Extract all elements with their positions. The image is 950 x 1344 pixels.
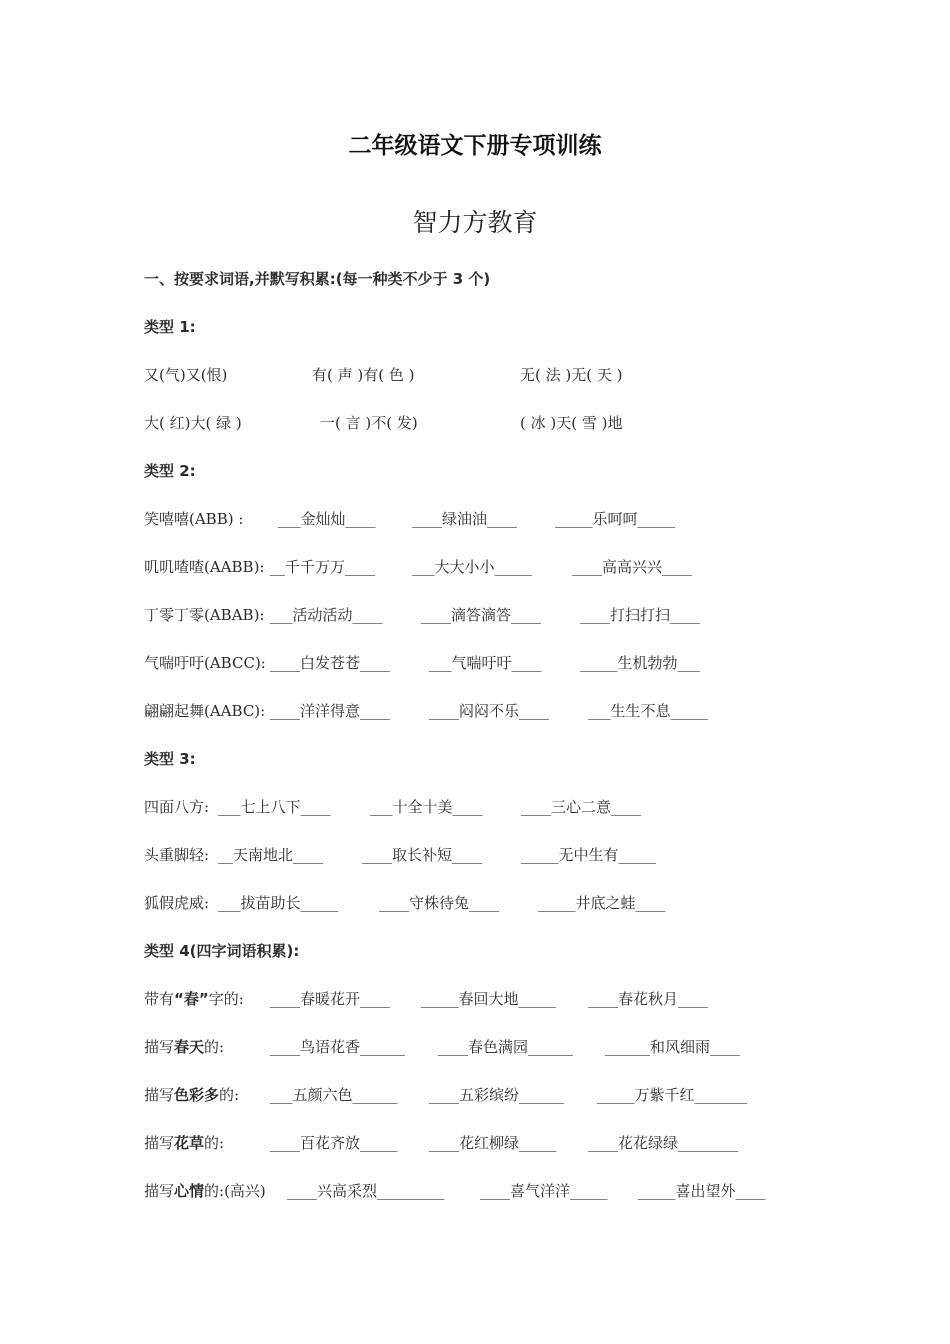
type3-row1-label: 四面八方: bbox=[144, 798, 210, 816]
type2-row3-answer-b: ____滴答滴答____ bbox=[421, 606, 542, 624]
type3-row3-label: 狐假虎威: bbox=[144, 894, 210, 912]
type1-row2-item1: 大( 红)大( 绿 ) bbox=[144, 414, 242, 432]
type2-row2-label: 叽叽喳喳(AABB): bbox=[144, 558, 265, 576]
type3-row2-answer-c: _____无中生有_____ bbox=[521, 846, 657, 864]
type4-row1-answer-a: ____春暖花开____ bbox=[270, 990, 391, 1008]
type4-row1-answer-b: _____春回大地_____ bbox=[421, 990, 557, 1008]
type1-row1-item3: 无( 法 )无( 天 ) bbox=[520, 366, 623, 384]
type2-row4-answer-a: ____白发苍苍____ bbox=[270, 654, 391, 672]
type3-row3-answer-b: ____守株待兔____ bbox=[379, 894, 500, 912]
type2-row1-answer-b: ____绿油油____ bbox=[412, 510, 518, 528]
type3-row3-answer-c: _____井底之蛙____ bbox=[538, 894, 666, 912]
type4-row3-answer-a: ___五颜六色______ bbox=[270, 1086, 398, 1104]
section-instruction: 一、按要求词语,并默写积累:(每一种类不少于 3 个) bbox=[144, 270, 491, 288]
type3-row1-answer-b: ___十全十美____ bbox=[370, 798, 483, 816]
type4-row2-answer-c: ______和风细雨____ bbox=[605, 1038, 741, 1056]
type2-row5-answer-a: ____洋洋得意____ bbox=[270, 702, 391, 720]
type1-row2-item2: 一( 言 )不( 发) bbox=[320, 414, 418, 432]
type2-row2-answer-a: __千千万万____ bbox=[270, 558, 376, 576]
type4-row4-answer-a: ____百花齐放_____ bbox=[270, 1134, 398, 1152]
type1-row1-item1: 又(气)又(恨) bbox=[144, 366, 228, 384]
type2-row2-answer-b: ___大大小小_____ bbox=[412, 558, 533, 576]
type2-row2-answer-c: ____高高兴兴____ bbox=[572, 558, 693, 576]
type2-row5-answer-c: ___生生不息_____ bbox=[588, 702, 709, 720]
type2-row5-label: 翩翩起舞(AABC): bbox=[144, 702, 266, 720]
type4-row4-answer-c: ____花花绿绿________ bbox=[588, 1134, 739, 1152]
page-title: 二年级语文下册专项训练 bbox=[348, 133, 602, 159]
type3-heading: 类型 3: bbox=[144, 750, 196, 768]
type4-row3-answer-b: ____五彩缤纷______ bbox=[429, 1086, 565, 1104]
type2-heading: 类型 2: bbox=[144, 462, 196, 480]
type3-row3-answer-a: ___拔苗助长_____ bbox=[218, 894, 339, 912]
type4-row1-answer-c: ____春花秋月____ bbox=[588, 990, 709, 1008]
type4-row3-answer-c: _____万紫千红_______ bbox=[597, 1086, 748, 1104]
type2-row3-label: 丁零丁零(ABAB): bbox=[144, 606, 265, 624]
type4-row2-answer-b: ____春色满园______ bbox=[438, 1038, 574, 1056]
type3-row1-answer-c: ____三心二意____ bbox=[521, 798, 642, 816]
type4-row4-answer-b: ____花红柳绿_____ bbox=[429, 1134, 557, 1152]
type2-row5-answer-b: ____闷闷不乐____ bbox=[429, 702, 550, 720]
type4-row5-answer-c: _____喜出望外____ bbox=[638, 1182, 766, 1200]
type4-row5-answer-b: ____喜气洋洋_____ bbox=[480, 1182, 608, 1200]
type2-row3-answer-c: ____打扫打扫____ bbox=[580, 606, 701, 624]
type4-row1-label: 带有“春”字的: bbox=[144, 990, 244, 1008]
type3-row2-answer-a: __天南地北____ bbox=[218, 846, 324, 864]
type2-row1-label: 笑嘻嘻(ABB) : bbox=[144, 510, 244, 528]
type2-row4-answer-b: ___气喘吁吁____ bbox=[429, 654, 542, 672]
type4-row2-answer-a: ____鸟语花香______ bbox=[270, 1038, 406, 1056]
page-subtitle: 智力方教育 bbox=[412, 208, 538, 237]
type4-row2-label: 描写春天的: bbox=[144, 1038, 225, 1056]
type1-row1-item2: 有( 声 )有( 色 ) bbox=[312, 366, 415, 384]
type1-heading: 类型 1: bbox=[144, 318, 196, 336]
type4-row5-answer-a: ____兴高采烈_________ bbox=[287, 1182, 445, 1200]
type2-row3-answer-a: ___活动活动____ bbox=[270, 606, 383, 624]
type3-row2-answer-b: ____取长补短____ bbox=[362, 846, 483, 864]
type2-row1-answer-c: _____乐呵呵_____ bbox=[555, 510, 676, 528]
type3-row2-label: 头重脚轻: bbox=[144, 846, 210, 864]
type4-heading: 类型 4(四字词语积累): bbox=[144, 942, 300, 960]
type2-row1-answer-a: ___金灿灿____ bbox=[278, 510, 376, 528]
type4-row5-label: 描写心情的:(高兴) bbox=[144, 1182, 266, 1200]
type3-row1-answer-a: ___七上八下____ bbox=[218, 798, 331, 816]
type2-row4-answer-c: _____生机勃勃___ bbox=[580, 654, 701, 672]
type1-row2-item3: ( 冰 )天( 雪 )地 bbox=[520, 414, 623, 432]
type4-row4-label: 描写花草的: bbox=[144, 1134, 225, 1152]
type4-row3-label: 描写色彩多的: bbox=[144, 1086, 240, 1104]
type2-row4-label: 气喘吁吁(ABCC): bbox=[144, 654, 266, 672]
